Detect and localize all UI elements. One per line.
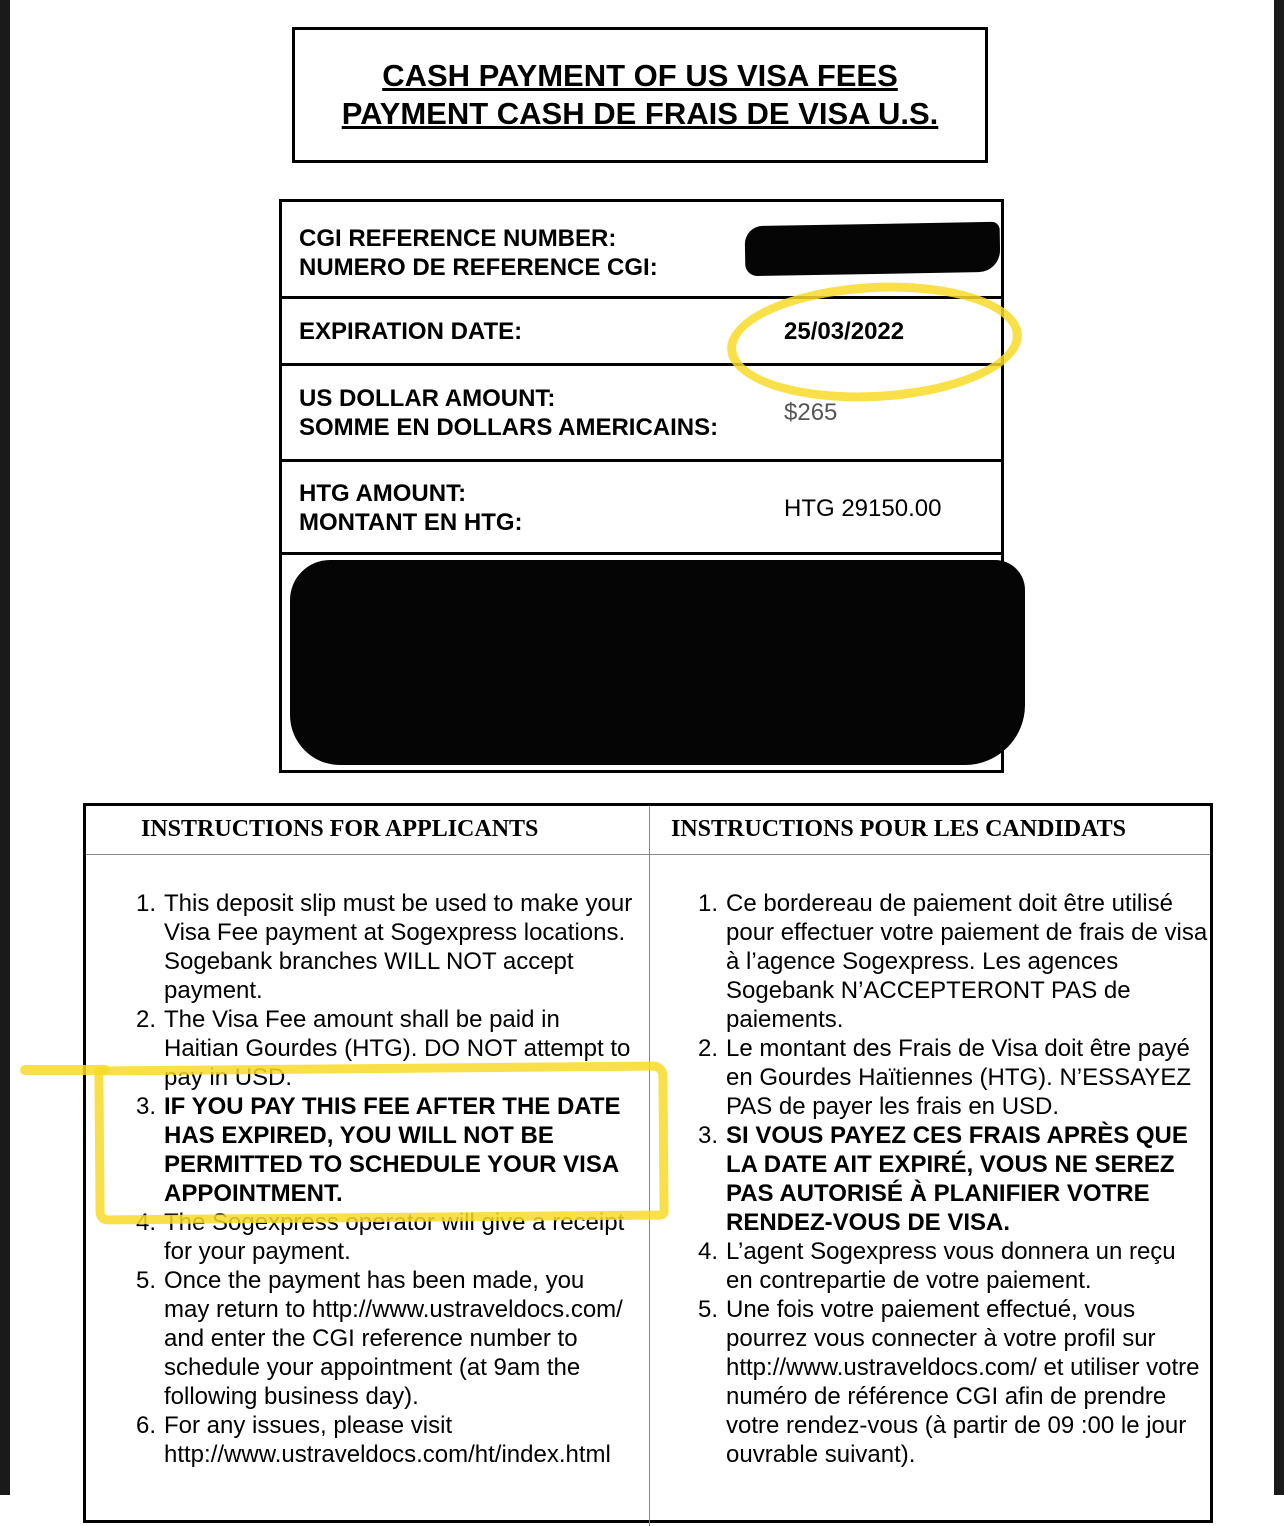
page-edge-right <box>1274 0 1284 1495</box>
list-item: 3. SI VOUS PAYEZ CES FRAIS APRÈS QUE LA DATE AIT EXPIRÉ, VOUS NE SEREZ PAS AUTORISÉ À PLANIFIER VOTRE RENDEZ-VOUS DE VISA. <box>698 1122 1188 1236</box>
instructions-list-fr <box>698 889 1208 1469</box>
list-item: 2. Le montant des Frais de Visa doit être payé en Gourdes Haïtiennes (HTG). N’ESSAYEZ PAS de payer les frais en USD. <box>698 1035 1192 1120</box>
redaction-block <box>290 560 1025 765</box>
title-english: CASH PAYMENT OF US VISA FEES <box>382 58 898 93</box>
instructions-header-divider <box>86 854 1210 855</box>
usd-label-fr: SOMME EN DOLLARS AMERICAINS: <box>299 414 719 441</box>
htg-label-en: HTG AMOUNT: <box>299 480 467 507</box>
page-edge-left <box>0 0 10 1495</box>
expiration-label: EXPIRATION DATE: <box>299 318 523 345</box>
reference-label-en: CGI REFERENCE NUMBER: <box>299 225 617 252</box>
redaction-reference-number <box>745 222 1001 276</box>
list-item: 6. For any issues, please visit http://www.ustraveldocs.com/ht/index.html <box>136 1412 611 1468</box>
list-item: 1. Ce bordereau de paiement doit être utilisé pour effectuer votre paiement de frais de visa à l’agence Sogexpress. Les agences Sogebank N’ACCEPTERONT PAS de paiements. <box>698 890 1208 1033</box>
htg-amount-row <box>282 462 1001 555</box>
list-item: 2. The Visa Fee amount shall be paid in Haitian Gourdes (HTG). DO NOT attempt to pay in USD. <box>136 1006 631 1091</box>
list-item: 1. This deposit slip must be used to make your Visa Fee payment at Sogexpress locations. Sogebank branches WILL NOT accept payment. <box>136 890 633 1004</box>
reference-label-fr: NUMERO DE REFERENCE CGI: <box>299 254 658 281</box>
list-item: 5. Once the payment has been made, you may return to http://www.ustraveldocs.com/ and enter the CGI reference number to schedule your appointment (at 9am the following business day). <box>136 1267 623 1410</box>
document-title <box>292 27 988 163</box>
list-item: 5. Une fois votre paiement effectué, vous pourrez vous connecter à votre profil sur http://www.ustraveldocs.com/ et utiliser votre numéro de référence CGI afin de prendre votre rendez-vous (à partir de 09 :00 le jour ouvrable suivant). <box>698 1296 1200 1468</box>
usd-value: $265 <box>784 399 838 426</box>
title-french: PAYMENT CASH DE FRAIS DE VISA U.S. <box>341 96 939 131</box>
list-item: 3. IF YOU PAY THIS FEE AFTER THE DATE HAS EXPIRED, YOU WILL NOT BE PERMITTED TO SCHEDULE YOUR VISA APPOINTMENT. <box>136 1093 621 1207</box>
expiration-value: 25/03/2022 <box>784 318 905 345</box>
highlight-rectangle <box>94 1062 668 1225</box>
instructions-heading-fr: INSTRUCTIONS POUR LES CANDIDATS <box>671 816 1126 842</box>
htg-value: HTG 29150.00 <box>784 495 942 522</box>
list-item: 4. The Sogexpress operator will give a receipt for your payment. <box>136 1209 625 1265</box>
usd-label-en: US DOLLAR AMOUNT: <box>299 385 556 412</box>
htg-label-fr: MONTANT EN HTG: <box>299 509 523 536</box>
instructions-heading-en: INSTRUCTIONS FOR APPLICANTS <box>141 816 539 842</box>
list-item: 4. L’agent Sogexpress vous donnera un reçu en contrepartie de votre paiement. <box>698 1238 1176 1294</box>
